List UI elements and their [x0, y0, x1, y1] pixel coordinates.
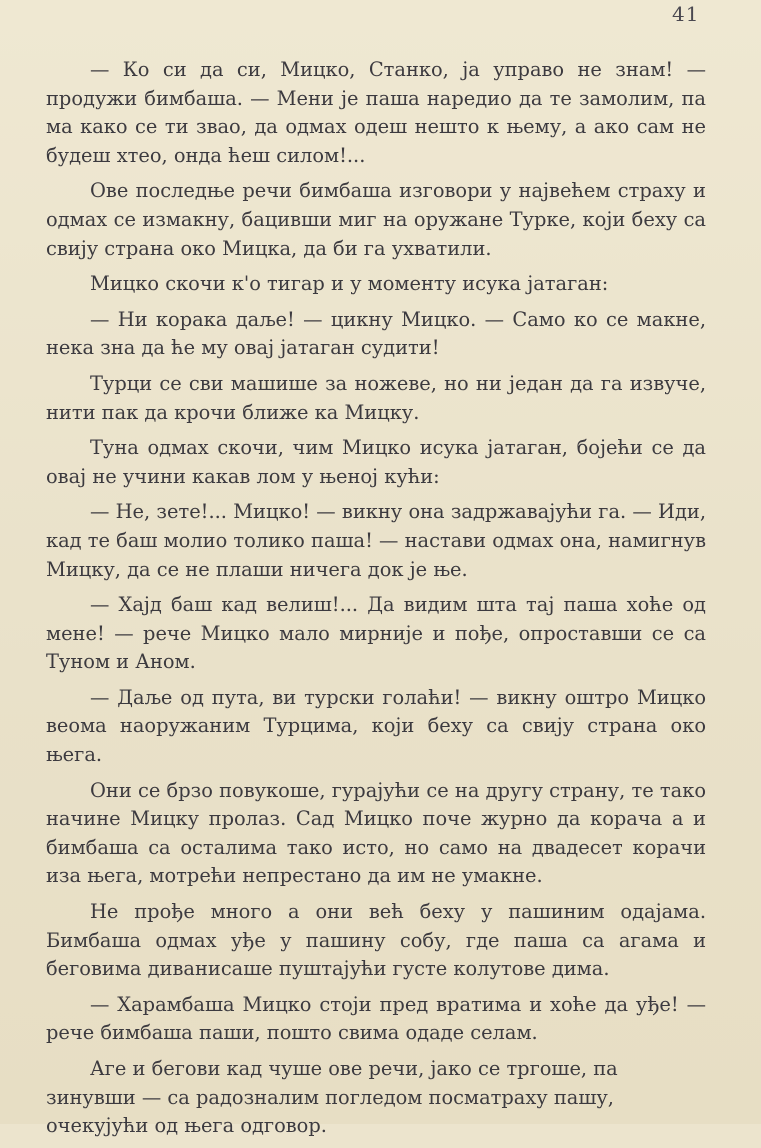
- paragraph: — Даље од пута, ви турски голаћи! — викну оштро Мицко веома наоружаним Турцима, који беху са свију страна око њега.: [46, 685, 706, 767]
- paragraph: — Не, зете!... Мицко! — викну она задржавајући га. — Иди, кад те баш молио толико паша! — настави одмах она, намигнув Мицку, да се не плаши ничега док је ње.: [46, 500, 706, 581]
- paragraph: Мицко скочи к'о тигар и у моменту исука јатаган:: [90, 272, 609, 296]
- paragraph: Аге и бегови кад чуше ове речи, јако се тргоше, па зинувши — са радозналим погледом посматраху пашу, очекујући од њега одговор.: [46, 1057, 618, 1138]
- paragraph: Они се брзо повукоше, гурајући се на другу страну, те тако начине Мицку пролаз. Сад Мицко поче журно да корача а и бимбаша са осталима тако исто, но само на двадесет корачи иза њега, мотрећи непрестано да им не умакне.: [46, 778, 706, 888]
- paragraph: Туна одмах скочи, чим Мицко исука јатаган, бојећи се да овај не учини какав лом у њеној кући:: [46, 436, 706, 488]
- paragraph: Ове последње речи бимбаша изговори у највећем страху и одмах се измакну, бацивши миг на оружане Турке, који беху са свију страна око Мицка, да би га ухватили.: [46, 179, 706, 260]
- paragraph: — Ни корака даље! — цикну Мицко. — Само ко се макне, нека зна да ће му овај јатаган судити!: [46, 307, 706, 360]
- paragraph: — Ко си да си, Мицко, Станко, ја управо не знам! — продужи бимбаша. — Мени је паша наредио да те замолим, па ма како се ти звао, да одмах одеш нешто к њему, а ако сам не будеш хтео, онда ћеш силом!...: [46, 58, 706, 167]
- paragraph: — Харамбаша Мицко стоји пред вратима и хоће да уђе! — рече бимбаша паши, пошто свима одаде селам.: [46, 992, 706, 1045]
- body-text: [46, 56, 706, 1148]
- paragraph: — Хајд баш кад велиш!... Да видим шта тај паша хоће од мене! — рече Мицко мало мирније и пође, опроставши се са Туном и Аном.: [46, 593, 706, 674]
- paragraph: Не прође много а они већ беху у пашиним одајама. Бимбаша одмах уђе у пашину собу, где паша са агама и беговима диванисаше пуштајући густе колутове дима.: [46, 900, 706, 981]
- paragraph: Турци се сви машише за ножеве, но ни један да га извуче, нити пак да крочи ближе ка Мицку.: [46, 371, 706, 424]
- page-number: 41: [672, 2, 700, 26]
